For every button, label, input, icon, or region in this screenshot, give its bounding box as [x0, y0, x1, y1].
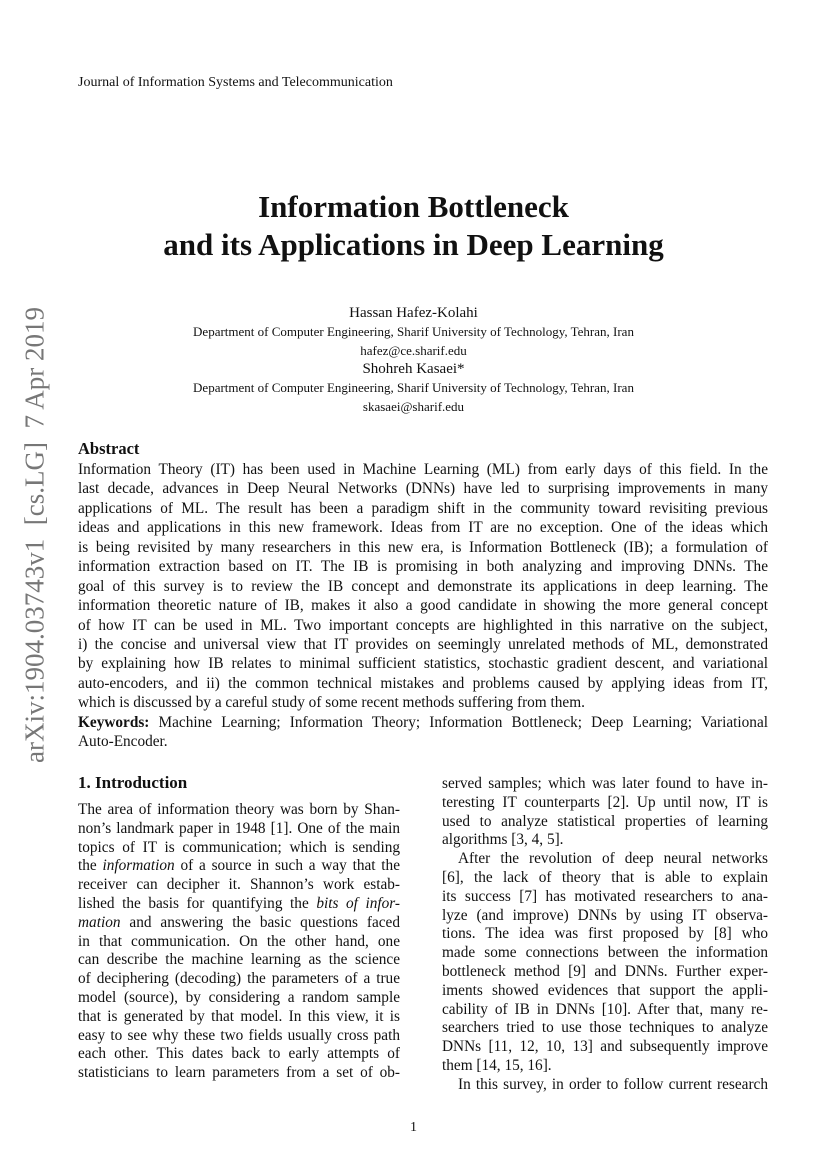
- author-affiliation: Department of Computer Engineering, Sharif University of Technology, Tehran, Iran: [193, 324, 634, 339]
- keywords-line: [78, 713, 768, 732]
- text-line: bottleneck method [9] and DNNs. Further exper-: [442, 962, 768, 980]
- keywords-text: Machine Learning; Information Theory; Information Bottleneck; Deep Learning; Variational: [149, 713, 768, 731]
- text-line: tions. The idea was first proposed by [8] who: [442, 925, 768, 943]
- text-line: its success [7] has motivated researchers to ana-: [442, 887, 768, 905]
- text-line: iments showed evidences that support the appli-: [442, 981, 768, 999]
- paragraph: [442, 1076, 768, 1095]
- abstract-heading: Abstract: [78, 439, 140, 458]
- abstract-line: by explaining how IB relates to minimal sufficient statistics, stochastic gradient descent, and variational: [78, 655, 768, 673]
- abstract-body: [78, 460, 768, 752]
- title-line-2: and its Applications in Deep Learning: [163, 227, 664, 262]
- abstract-line: of how IT can be used in ML. Two important concepts are highlighted in this narrative on the subject,: [78, 616, 768, 634]
- abstract-line: last decade, advances in Deep Neural Networks (DNNs) have led to surprising improvements in many: [78, 480, 768, 498]
- text-line: topics of IT is communication; which is sending: [78, 838, 400, 856]
- text-line: made some connections between the information: [442, 944, 768, 962]
- text-line: searchers tried to use those techniques to analyze: [442, 1019, 768, 1037]
- text-line: the information of a source in such a way that the: [78, 857, 400, 875]
- text-line: model (source), by considering a random sample: [78, 988, 400, 1006]
- text-line: non’s landmark paper in 1948 [1]. One of the main: [78, 819, 400, 837]
- abstract-line: is being revisited by many researchers in this new era, is Information Bottleneck (IB); a formulation of: [78, 538, 768, 556]
- text-line: In this survey, in order to follow current research: [458, 1075, 768, 1093]
- author-block: [0, 304, 827, 416]
- text-line: lished the basis for quantifying the bits of infor-: [78, 894, 400, 912]
- author-email: hafez@ce.sharif.edu: [360, 342, 467, 358]
- paper-title: [0, 188, 827, 264]
- text-line: each other. This dates back to early attempts of: [78, 1045, 400, 1063]
- text-line: them [14, 15, 16].: [442, 1056, 552, 1074]
- abstract-line: auto-encoders, and ii) the common technical mistakes and problems caused by applying ideas from IT,: [78, 674, 768, 692]
- abstract-line: applications of ML. The result has been a paradigm shift in the community toward revisiting previous: [78, 499, 768, 517]
- text-line: of deciphering (decoding) the parameters of a true: [78, 970, 400, 988]
- text-line: [6], the lack of theory that is able to explain: [442, 868, 768, 886]
- right-column: [442, 775, 768, 1095]
- author-affiliation: Department of Computer Engineering, Sharif University of Technology, Tehran, Iran: [193, 380, 634, 395]
- text-line: can describe the machine learning as the science: [78, 951, 400, 969]
- abstract-text: [78, 460, 768, 713]
- section-heading-introduction: 1. Introduction: [78, 773, 188, 792]
- text-line: After the revolution of deep neural networks: [458, 850, 768, 868]
- abstract-line: information extraction based on IT. The IB is promising in both analyzing and improving DNNs. The: [78, 558, 768, 576]
- emphasis: mation: [78, 913, 121, 931]
- text-line: lyze (and improve) DNNs by using IT observa-: [442, 906, 768, 924]
- text-line: The area of information theory was born by Shan-: [78, 801, 400, 818]
- paragraph: [78, 801, 400, 1083]
- text-line: mation and answering the basic questions faced: [78, 913, 400, 931]
- author-email: skasaei@sharif.edu: [362, 398, 465, 414]
- author-name: Shohreh Kasaei*: [362, 361, 465, 377]
- abstract-line: i) the concise and universal view that IT provides on seemingly unrelated methods of ML, demonstrated: [78, 635, 768, 653]
- arxiv-stamp: arXiv:1904.03743v1 [cs.LG] 7 Apr 2019: [19, 307, 50, 763]
- abstract-line: goal of this survey is to review the IB concept and demonstrate its applications in deep learning. The: [78, 577, 768, 595]
- title-line-1: Information Bottleneck: [258, 189, 569, 224]
- text-line: teresting IT counterparts [2]. Up until now, IT is: [442, 793, 768, 811]
- text-line: DNNs [11, 12, 10, 13] and subsequently improve: [442, 1038, 768, 1056]
- text-line: that is generated by that model. In this view, it is: [78, 1007, 400, 1025]
- text-line: used to analyze statistical properties of learning: [442, 812, 768, 830]
- text-line: easy to see why these two fields usually cross path: [78, 1026, 400, 1044]
- text-line: in that communication. On the other hand, one: [78, 932, 400, 950]
- paragraph: [442, 850, 768, 1076]
- keywords-label: Keywords:: [78, 713, 150, 731]
- emphasis: bits of infor-: [316, 894, 400, 912]
- abstract-line: Information Theory (IT) has been used in Machine Learning (ML) from early days of this field. In the: [78, 461, 768, 478]
- abstract-line: information theoretic nature of IB, makes it also a good candidate in showing the more general concept: [78, 597, 768, 615]
- text-line: statisticians to learn parameters from a set of ob-: [78, 1064, 400, 1082]
- abstract-line: which is discussed by a careful study of some recent methods suffering from them.: [78, 694, 585, 712]
- keywords-line: Auto-Encoder.: [78, 733, 168, 751]
- page-number: 1: [410, 1120, 417, 1135]
- text-line: algorithms [3, 4, 5].: [442, 831, 564, 849]
- abstract-line: ideas and applications in this new framework. Ideas from IT are no exception. One of the ideas which: [78, 519, 768, 537]
- author-name: Hassan Hafez-Kolahi: [349, 305, 478, 321]
- text-line: receiver can decipher it. Shannon’s work estab-: [78, 876, 400, 894]
- text-line: served samples; which was later found to have in-: [442, 775, 768, 792]
- emphasis: information: [102, 857, 175, 875]
- left-column: [78, 801, 400, 1083]
- text-line: cability of IB in DNNs [10]. After that, many re-: [442, 1000, 768, 1018]
- paragraph: [442, 775, 768, 850]
- journal-header: Journal of Information Systems and Telecommunication: [78, 75, 393, 90]
